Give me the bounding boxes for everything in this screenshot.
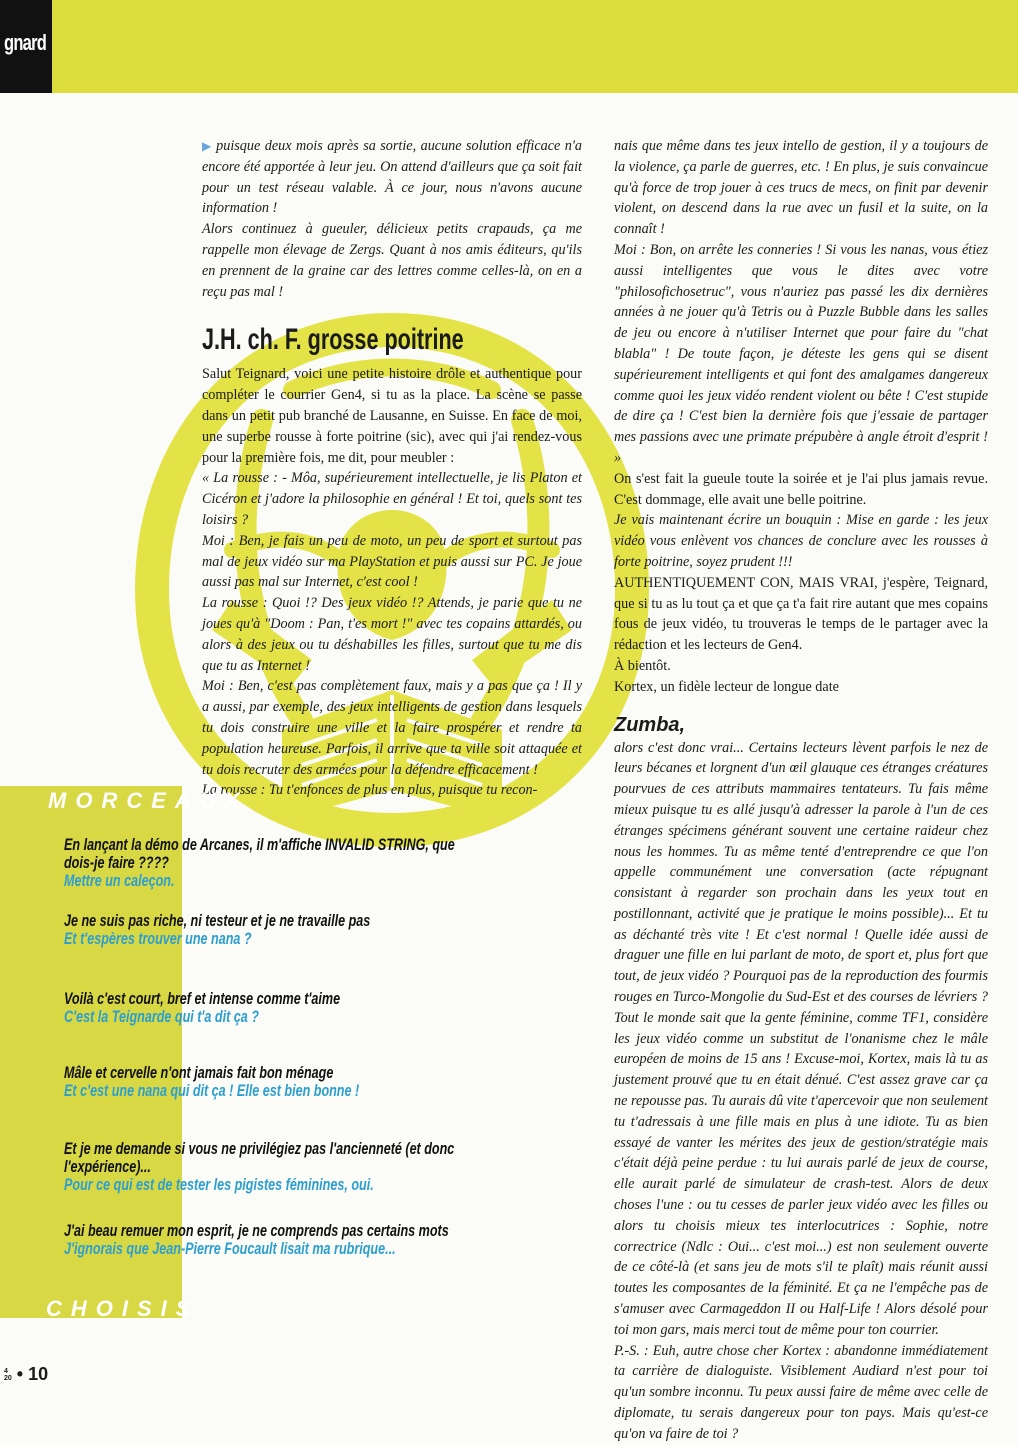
letter-paragraph: La rousse : Quoi !? Des jeux vidéo !? Attends, je parie que tu ne joues qu'à "Doom : Pan, t'es mort !" avec tes copains attardés, ou alors à des jeux ou tu déshabilles les filles, surtout que tu me dis que tu as Internet !: [202, 595, 582, 674]
quote-question: En lançant la démo de Arcanes, il m'affiche INVALID STRING, que dois-je faire ????: [64, 835, 455, 872]
letter-paragraph: Salut Teignard, voici une petite histoire drôle et authentique pour compléter le courrier Gen4, si tu as la place. La scène se passe dans un petit pub branché de Lausanne, en Suisse. En face de moi, une superbe rousse à forte poitrine (sic), avec qui j'ai rendez-vous pour la première fois, me dit, pour meubler :: [202, 366, 582, 466]
quote-item: [64, 1222, 484, 1258]
right-column: [614, 136, 988, 1445]
letter-paragraph: La rousse : Tu t'enfonces de plus en plus, puisque tu recon-: [202, 782, 538, 799]
sidebar-title-bottom: CHOISIS: [46, 1296, 200, 1321]
section-tab-label: gnard: [4, 30, 47, 55]
quote-answer: Et c'est une nana qui dit ça ! Elle est bien bonne !: [64, 1081, 360, 1100]
letter-paragraph: À bientôt.: [614, 657, 671, 674]
quote-item: [64, 836, 484, 890]
page-folio: 4 20 • 10: [4, 1364, 49, 1384]
quote-answer: J'ignorais que Jean-Pierre Foucault lisait ma rubrique...: [64, 1239, 396, 1258]
quote-question: Je ne suis pas riche, ni testeur et je ne travaille pas: [64, 911, 371, 930]
quote-question: Mâle et cervelle n'ont jamais fait bon ménage: [64, 1063, 334, 1082]
letter-paragraph: AUTHENTIQUEMENT CON, MAIS VRAI, j'espère, Teignard, que si tu as lu tout ça et que ça t'a fait rire autant que mes copains fous de jeux vidéo, tu trouveras le temps de le partager avec la rédaction et les lecteurs de Gen4.: [614, 574, 988, 654]
letter-signature: Kortex, un fidèle lecteur de longue date: [614, 678, 839, 695]
quote-answer: Mettre un caleçon.: [64, 871, 175, 890]
quote-question: Et je me demande si vous ne privilégiez pas l'ancienneté (et donc l'expérience)...: [64, 1139, 455, 1176]
left-column: [202, 136, 582, 801]
quote-item: [64, 1064, 484, 1100]
letter-paragraph: Je vais maintenant écrire un bouquin : Mise en garde : les jeux vidéo vous enlèvent vos chances de conclure avec les rousses à forte poitrine, soyez prudent !!!: [614, 512, 988, 570]
folio-tiny-label: 4 20: [4, 1368, 12, 1383]
intro-paragraph: ▶ puisque deux mois après sa sortie, aucune solution efficace n'a encore été apportée à leur jeu. On attend d'ailleurs que ça soit fait pour un test réseau valable. À ce jour, nous n'avons aucune information !: [202, 138, 582, 217]
section-tab: [0, 0, 52, 93]
letter-paragraph: Moi : Ben, c'est pas complètement faux, mais y a pas que ça ! Il y a aussi, par exemple, des jeux intelligents de gestion dans lesquels tu dois construire une ville et la faire prospérer et rendre ta population heureuse. Parfois, il arrive que ta ville soit attaquée et tu dois recruter des armées pour la défendre efficacement !: [202, 678, 582, 778]
header-band: [0, 0, 1018, 93]
intro-paragraph: Alors continuez à gueuler, délicieux petits crapauds, ça me rappelle mon élevage de Zergs. Quant à nos amis éditeurs, qu'ils en prennent de la graine car des lettres comme celles-là, on en a reçu pas mal !: [202, 221, 582, 300]
quote-item: [64, 1140, 484, 1194]
quote-item: [64, 912, 484, 948]
reply-heading: Zumba,: [614, 713, 686, 736]
reply-paragraph: alors c'est donc vrai... Certains lecteurs lèvent parfois le nez de leurs bécanes et lorgnent d'un œil glauque ces étranges créatures pourvues de ces attributs mammaires tentateurs. Tu fais même mieux puisque tu es allé jusqu'à adresser la parole à l'un de ces étranges spécimens générant souvent une certaine raideur chez nous les hommes. Tu as même tenté d'entreprendre ce que l'on appelle communément une conversation (acte répugnant consistant à regarder son prochain dans les yeux tout en postillonnant, activité que je pratique le moins possible)... Et tu as déchanté très vite ! Et c'est normal ! Quelle idée aussi de draguer une fille en lui parlant de moto, de sport et, plus fort que tout, de jeux vidéo ? Pourquoi pas de la reproduction des fourmis rouges en Turco-Mongolie du Sud-Est et des courses de lévriers ? Tout le monde sait que la gente féminine, comme TF1, considère les jeux vidéo comme un substitut de l'onanisme chez le mâle européen de moins de 15 ans ! Excuse-moi, Kortex, mais là tu as justement prouvé que tu en était dénué. C'est assez grave car ça ne repousse pas. Tu aurais dû vite t'apercevoir que non seulement tu t'adressais à une fille mais en plus à une idiote. Tu as bien essayé de vanter les mérites des jeux de gestion/stratégie mais c'était déjà peine perdue : tu lui aurais parlé de jeux de course, elle aurait parlé de simulateur de crash-test. Alors de deux choses l'une : ou tu cesses de parler jeux vidéo avec les filles ou alors tu choisis mieux tes interlocutrices : Sophie, notre correctrice (Ndlc : Oui... c'est moi...) est non seulement ouverte de ce côté-là (et sans jeu de mots s'il te plaît) mais réunit aussi toutes les composantes de la féminité. Et ça ne l'empêche pas de s'amuser avec Carmageddon II ou Half-Life ! Alors désolé pour toi mon gars, mais merci tout de même pour ton courrier.: [614, 739, 988, 1338]
triangle-icon: ▶: [202, 139, 213, 153]
quote-item: [64, 990, 484, 1026]
quote-answer: Pour ce qui est de tester les pigistes féminines, oui.: [64, 1175, 374, 1194]
quote-question: Voilà c'est court, bref et intense comme t'aime: [64, 989, 341, 1008]
letter-paragraph: nais que même dans tes jeux intello de gestion, il y a toujours de la violence, ça parle de guerres, etc. ! En plus, je suis convaincue qu'à force de trop jouer à ces trucs de mecs, on finit par devenir violent, on descend dans la rue avec un fusil et la suite, on la connaît !: [614, 138, 988, 238]
letter-heading: J.H. ch. F. grosse poitrine: [202, 323, 464, 357]
letter-paragraph: Moi : Ben, je fais un peu de moto, un peu de sport et surtout pas mal de jeux vidéo sur ma PlayStation et puis aussi sur PC. Je joue aussi pas mal sur Internet, c'est cool !: [202, 532, 582, 591]
letter-paragraph: On s'est fait la gueule toute la soirée et je l'ai plus jamais revue. C'est dommage, elle avait une belle poitrine.: [614, 470, 988, 508]
page-number: 10: [28, 1364, 49, 1384]
quote-question: J'ai beau remuer mon esprit, je ne comprends pas certains mots: [64, 1221, 449, 1240]
sidebar-title-top: MORCEAUX: [48, 788, 249, 813]
letter-paragraph: Moi : Bon, on arrête les conneries ! Si vous les nanas, vous étiez aussi intelligentes que vous le dites avec votre "philosofichosetruc", vous n'auriez pas passé les dix dernières années à ne jouer qu'à Tetris ou à Puzzle Bubble dans les salles de jeu ou encore à n'utiliser Internet que pour faire du "chat blabla" ! De toute façon, je déteste les gens qui se disent supérieurement intelligents et qui font des amalgames dangereux comme quoi les jeux vidéo rendent violent ou bête ! C'est stupide de dire ça ! C'est bien la dernière fois que j'essaie de partager mes passions avec une primate prépubère à angle étroit d'esprit ! »: [614, 241, 988, 466]
reply-paragraph: P.-S. : Euh, autre chose cher Kortex : abandonne immédiatement ta carrière de dialoguiste. Visiblement Audiard n'est pour toi qu'un sombre inconnu. Tu peux aussi faire de même avec celle de diplomate, tu serais dangereux pour ton pays. Mais qu'est-ce qu'on va faire de toi ?: [614, 1342, 988, 1442]
quote-answer: Et t'espères trouver une nana ?: [64, 929, 252, 948]
letter-paragraph: « La rousse : - Môa, supérieurement intellectuelle, je lis Platon et Cicéron et j'adore la philosophie en général ! Et toi, quels sont tes loisirs ?: [202, 470, 582, 528]
quote-answer: C'est la Teignarde qui t'a dit ça ?: [64, 1007, 259, 1026]
